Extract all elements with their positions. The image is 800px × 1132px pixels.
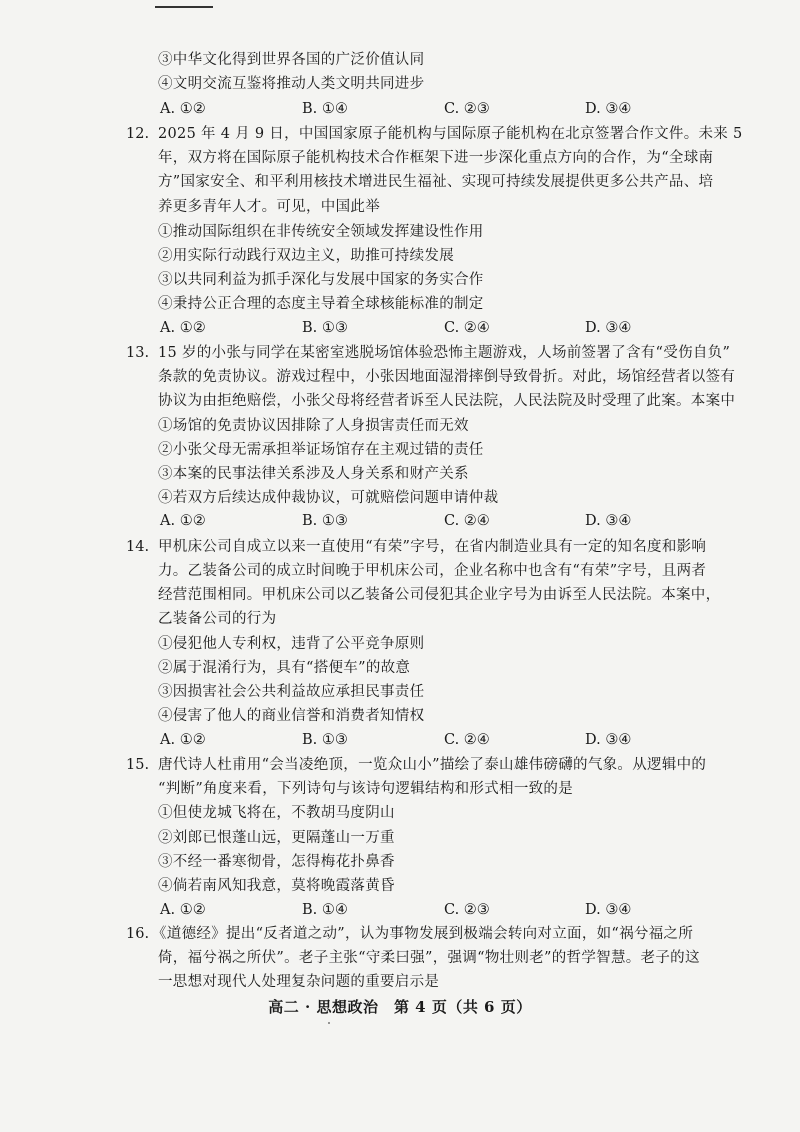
- item-line: ③本案的民事法律关系涉及人身关系和财产关系: [158, 466, 469, 482]
- option-b: B. ①③: [302, 320, 348, 336]
- option-b: B. ①③: [302, 513, 348, 529]
- option-a: A. ①②: [160, 513, 206, 529]
- question-stem-line: 15 岁的小张与同学在某密室逃脱场馆体验恐怖主题游戏，人场前签署了含有“受伤自负”: [158, 345, 731, 361]
- item-line: ②刘郎已恨蓬山远，更隔蓬山一万重: [158, 830, 395, 846]
- question-stem-line: 2025 年 4 月 9 日，中国国家原子能机构与国际原子能机构在北京签署合作文件。未来 5: [158, 126, 743, 142]
- item-line: ②小张父母无需承担举证场馆存在主观过错的责任: [158, 442, 484, 458]
- question-number: 12.: [126, 126, 150, 142]
- question-stem-line: 乙装备公司的行为: [158, 611, 277, 627]
- page-footer: 高二 · 思想政治 第 4 页（共 6 页）: [268, 998, 532, 1016]
- item-line: ①推动国际组织在非传统安全领域发挥建设性作用: [158, 224, 484, 240]
- option-c: C. ②④: [444, 513, 490, 529]
- item-line: ①侵犯他人专利权，违背了公平竞争原则: [158, 636, 425, 652]
- item-line: ④文明交流互鉴将推动人类文明共同进步: [158, 76, 425, 92]
- item-line: ④秉持公正合理的态度主导着全球核能标准的制定: [158, 296, 484, 312]
- item-line: ③中华文化得到世界各国的广泛价值认同: [158, 52, 425, 68]
- option-c: C. ②④: [444, 732, 490, 748]
- item-line: ④倘若南风知我意，莫将晚霞落黄昏: [158, 878, 395, 894]
- option-d: D. ③④: [585, 513, 632, 529]
- scan-speck: [328, 1022, 330, 1024]
- item-line: ③以共同利益为抓手深化与发展中国家的务实合作: [158, 272, 484, 288]
- option-d: D. ③④: [585, 101, 632, 117]
- question-stem-line: 方”国家安全、和平利用核技术增进民生福祉、实现可持续发展提供更多公共产品、培: [158, 174, 714, 190]
- question-stem-line: 经营范围相同。甲机床公司以乙装备公司侵犯其企业字号为由诉至人民法院。本案中，: [158, 587, 721, 603]
- question-stem-line: 甲机床公司自成立以来一直使用“有荣”字号，在省内制造业具有一定的知名度和影响: [158, 539, 707, 555]
- question-stem-line: “判断”角度来看，下列诗句与该诗句逻辑结构和形式相一致的是: [158, 781, 574, 797]
- question-stem-line: 年，双方将在国际原子能机构技术合作框架下进一步深化重点方向的合作，为“全球南: [158, 150, 714, 166]
- option-d: D. ③④: [585, 902, 632, 918]
- item-line: ②属于混淆行为，具有“搭便车”的故意: [158, 660, 411, 676]
- question-stem-line: 倚，福兮祸之所伏”。老子主张“守柔曰强”，强调“物壮则老”的哲学智慧。老子的这: [158, 950, 700, 966]
- header-rule: [155, 6, 213, 8]
- question-number: 13.: [126, 345, 150, 361]
- question-number: 15.: [126, 757, 150, 773]
- question-stem-line: 《道德经》提出“反者道之动”，认为事物发展到极端会转向对立面，如“祸兮福之所: [152, 926, 694, 942]
- item-line: ④若双方后续达成仲裁协议，可就赔偿问题申请仲裁: [158, 490, 499, 506]
- item-line: ②用实际行动践行双边主义，助推可持续发展: [158, 248, 454, 264]
- option-a: A. ①②: [160, 320, 206, 336]
- option-b: B. ①④: [302, 101, 348, 117]
- option-b: B. ①④: [302, 902, 348, 918]
- question-stem-line: 条款的免责协议。游戏过程中，小张因地面湿滑摔倒导致骨折。对此，场馆经营者以签有: [158, 369, 736, 385]
- item-line: ④侵害了他人的商业信誉和消费者知情权: [158, 708, 425, 724]
- item-line: ③不经一番寒彻骨，怎得梅花扑鼻香: [158, 854, 395, 870]
- option-d: D. ③④: [585, 320, 632, 336]
- option-c: C. ②③: [444, 902, 490, 918]
- option-a: A. ①②: [160, 732, 206, 748]
- option-c: C. ②③: [444, 101, 490, 117]
- question-number: 14.: [126, 539, 150, 555]
- item-line: ③因损害社会公共利益故应承担民事责任: [158, 684, 425, 700]
- option-a: A. ①②: [160, 902, 206, 918]
- option-a: A. ①②: [160, 101, 206, 117]
- question-stem-line: 一思想对现代人处理复杂问题的重要启示是: [158, 974, 440, 990]
- item-line: ①但使龙城飞将在，不教胡马度阴山: [158, 805, 395, 821]
- question-number: 16.: [126, 926, 150, 942]
- question-stem-line: 协议为由拒绝赔偿，小张父母将经营者诉至人民法院，人民法院及时受理了此案。本案中: [158, 393, 736, 409]
- option-d: D. ③④: [585, 732, 632, 748]
- option-c: C. ②④: [444, 320, 490, 336]
- question-stem-line: 唐代诗人杜甫用“会当凌绝顶，一览众山小”描绘了泰山雄伟磅礴的气象。从逻辑中的: [158, 757, 707, 773]
- item-line: ①场馆的免责协议因排除了人身损害责任而无效: [158, 418, 469, 434]
- question-stem-line: 力。乙装备公司的成立时间晚于甲机床公司，企业名称中也含有“有荣”字号，且两者: [158, 563, 707, 579]
- question-stem-line: 养更多青年人才。可见，中国此举: [158, 199, 380, 215]
- option-b: B. ①③: [302, 732, 348, 748]
